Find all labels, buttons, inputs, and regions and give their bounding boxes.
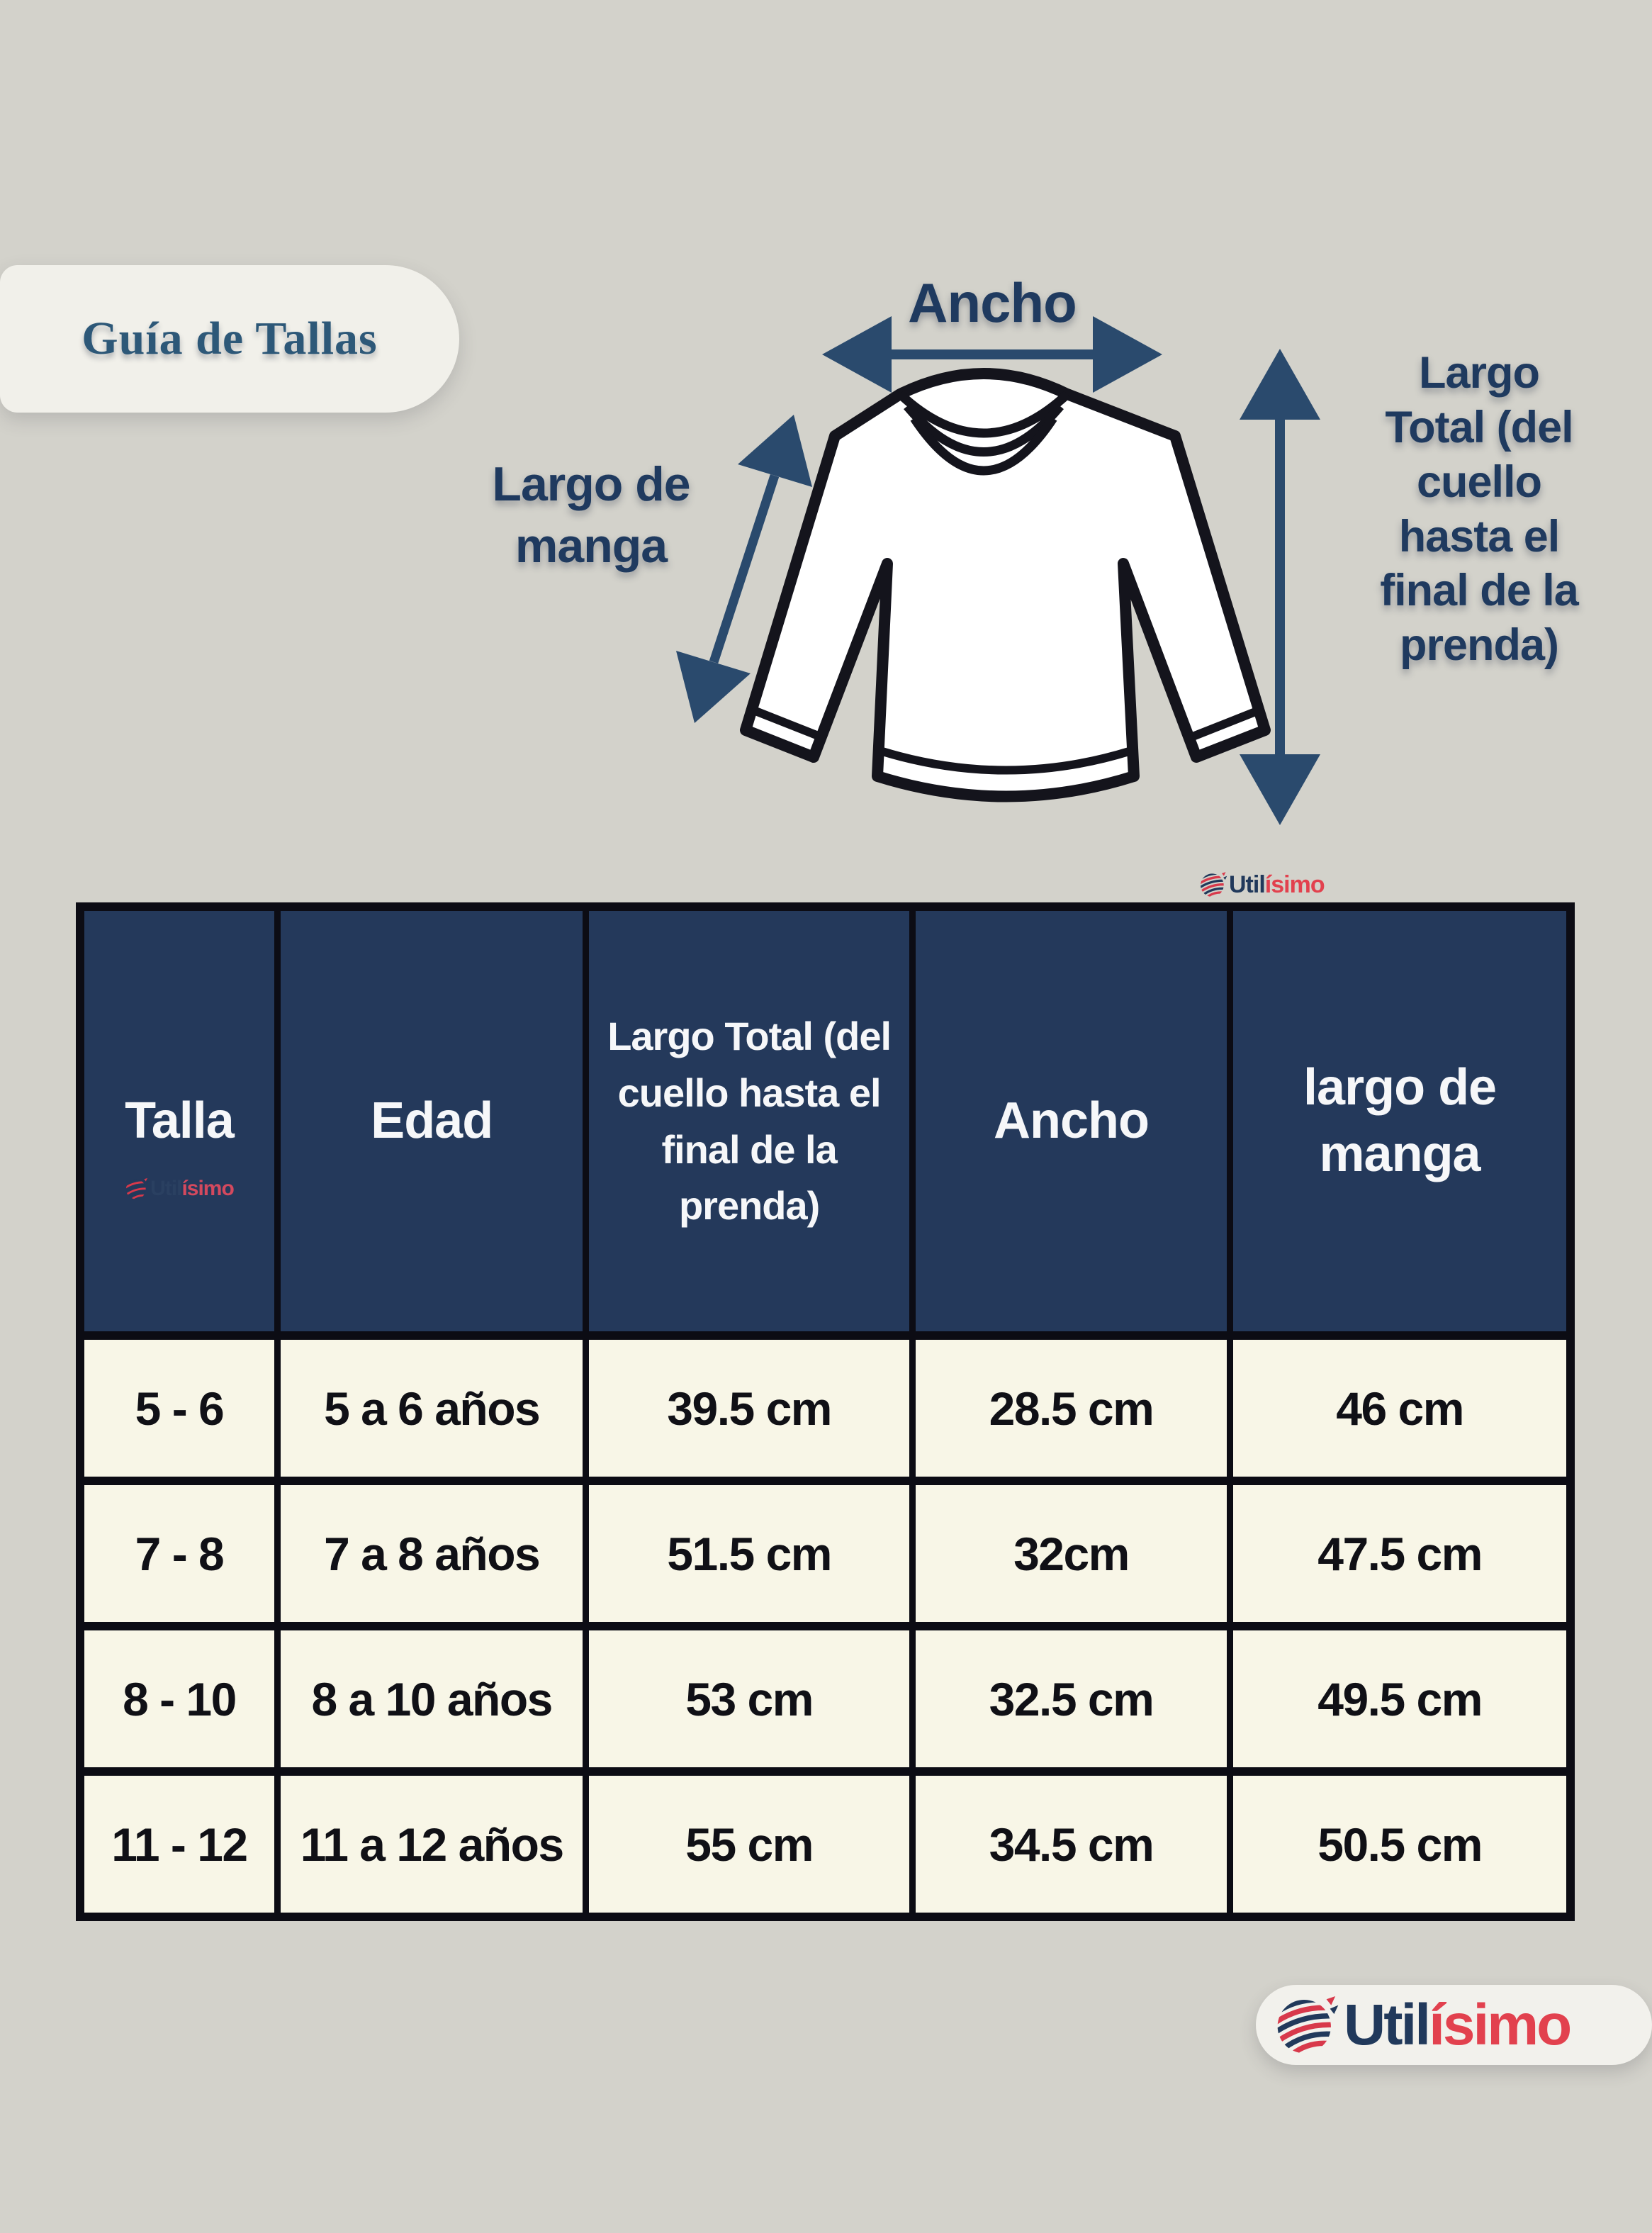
total-length-line1: Largo	[1418, 348, 1539, 398]
total-length-line5: final de la	[1380, 566, 1578, 616]
cell-talla: 7 - 8	[80, 1481, 277, 1626]
cell-edad: 8 a 10 años	[277, 1626, 586, 1772]
globe-icon	[1199, 871, 1227, 899]
brand-part1: Util	[1344, 1992, 1429, 2057]
total-length-arrow-icon	[1240, 349, 1320, 825]
total-length-label	[1313, 346, 1646, 673]
cell-largo-manga: 50.5 cm	[1230, 1772, 1570, 1917]
cell-largo-total: 39.5 cm	[586, 1336, 912, 1481]
cell-ancho: 32.5 cm	[912, 1626, 1230, 1772]
cell-largo-total: 53 cm	[586, 1626, 912, 1772]
brand-part2: ísimo	[1264, 871, 1325, 898]
cell-largo-manga: 47.5 cm	[1230, 1481, 1570, 1626]
table-row	[80, 1772, 1570, 1917]
width-label-text: Ancho	[908, 272, 1077, 334]
cell-talla: 8 - 10	[80, 1626, 277, 1772]
sleeve-length-line2: manga	[515, 519, 668, 573]
globe-icon	[125, 1177, 149, 1201]
header-largo-manga: largo de manga	[1230, 907, 1570, 1336]
cell-edad: 5 a 6 años	[277, 1336, 586, 1481]
total-length-line2: Total (del	[1385, 402, 1573, 452]
sleeve-length-label	[431, 454, 751, 577]
brand-part2: ísimo	[1429, 1992, 1570, 2057]
brand-part1: Util	[1229, 871, 1265, 898]
cell-talla: 11 - 12	[80, 1772, 277, 1917]
brand-part1: Util	[150, 1177, 182, 1200]
brand-logo-pill	[1256, 1985, 1652, 2065]
header-ancho: Ancho	[912, 907, 1230, 1336]
table-row	[80, 1626, 1570, 1772]
total-length-line4: hasta el	[1398, 511, 1560, 561]
cell-largo-total: 55 cm	[586, 1772, 912, 1917]
brand-wordmark	[1229, 871, 1325, 899]
brand-logo-small	[1199, 869, 1325, 900]
brand-wordmark-watermark	[150, 1175, 234, 1202]
cell-largo-manga: 46 cm	[1230, 1336, 1570, 1481]
globe-icon	[1274, 1993, 1339, 2058]
cell-edad: 11 a 12 años	[277, 1772, 586, 1917]
table-header-row	[80, 907, 1570, 1336]
cell-talla: 5 - 6	[80, 1336, 277, 1481]
cell-ancho: 32cm	[912, 1481, 1230, 1626]
total-length-line3: cuello	[1416, 457, 1542, 507]
size-guide-title-pill	[0, 265, 459, 413]
size-guide-table	[76, 902, 1575, 1921]
cell-ancho: 34.5 cm	[912, 1772, 1230, 1917]
header-edad: Edad	[277, 907, 586, 1336]
page-title: Guía de Tallas	[82, 313, 378, 364]
brand-wordmark-large	[1344, 1992, 1570, 2059]
table-row	[80, 1336, 1570, 1481]
table-row	[80, 1481, 1570, 1626]
brand-watermark	[125, 1175, 234, 1202]
cell-largo-manga: 49.5 cm	[1230, 1626, 1570, 1772]
total-length-line6: prenda)	[1399, 620, 1559, 671]
cell-largo-total: 51.5 cm	[586, 1481, 912, 1626]
brand-part2: ísimo	[181, 1177, 234, 1200]
sleeve-length-line1: Largo de	[492, 457, 690, 511]
header-talla	[80, 907, 277, 1336]
cell-ancho: 28.5 cm	[912, 1336, 1230, 1481]
header-talla-label: Talla	[125, 1092, 234, 1149]
width-label	[815, 269, 1169, 337]
shirt-outline	[746, 374, 1265, 797]
cell-edad: 7 a 8 años	[277, 1481, 586, 1626]
header-largo-total: Largo Total (del cuello hasta el final de la prenda)	[586, 907, 912, 1336]
